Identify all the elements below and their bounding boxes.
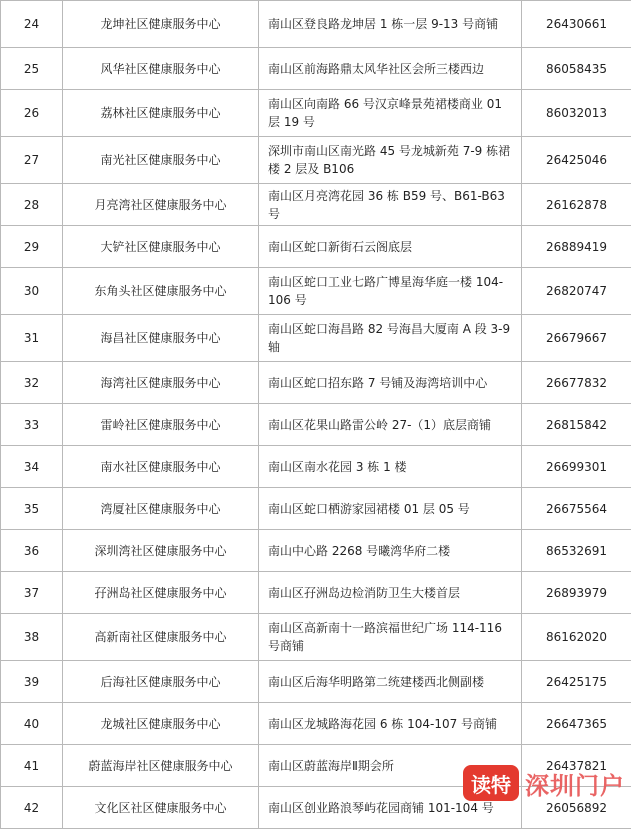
- table-row: [1, 315, 631, 362]
- table-row: [1, 362, 631, 404]
- center-address: 南山区龙城路海花园 6 栋 104-107 号商铺: [259, 703, 522, 745]
- center-address: 南山区南水花园 3 栋 1 楼: [259, 446, 522, 488]
- center-name: 文化区社区健康服务中心: [63, 787, 259, 829]
- center-name: 后海社区健康服务中心: [63, 661, 259, 703]
- row-number: 38: [1, 614, 63, 661]
- table-row: [1, 1, 631, 48]
- center-name: 海昌社区健康服务中心: [63, 315, 259, 362]
- center-name: 月亮湾社区健康服务中心: [63, 184, 259, 226]
- center-name: 蔚蓝海岸社区健康服务中心: [63, 745, 259, 787]
- center-phone: 26820747: [522, 268, 631, 315]
- table-row: [1, 90, 631, 137]
- center-address: 南山区前海路鼎太风华社区会所三楼西边: [259, 48, 522, 90]
- watermark-text: 深圳门户: [525, 771, 625, 800]
- center-name: 湾厦社区健康服务中心: [63, 488, 259, 530]
- center-phone: 26815842: [522, 404, 631, 446]
- center-name: 深圳湾社区健康服务中心: [63, 530, 259, 572]
- row-number: 30: [1, 268, 63, 315]
- center-phone: 26889419: [522, 226, 631, 268]
- table-row: [1, 488, 631, 530]
- center-name: 雷岭社区健康服务中心: [63, 404, 259, 446]
- center-phone: 26425046: [522, 137, 631, 184]
- center-address: 南山区蛇口栖游家园裙楼 01 层 05 号: [259, 488, 522, 530]
- center-address: 南山区蛇口新街石云阁底层: [259, 226, 522, 268]
- row-number: 24: [1, 1, 63, 48]
- center-address: 南山区创业路浪琴屿花园商铺 101-104 号: [259, 787, 522, 829]
- center-address: 深圳市南山区南光路 45 号龙城新苑 7-9 栋裙楼 2 层及 B106: [259, 137, 522, 184]
- table-row: [1, 572, 631, 614]
- center-address: 南山区后海华明路第二统建楼西北侧副楼: [259, 661, 522, 703]
- row-number: 25: [1, 48, 63, 90]
- row-number: 27: [1, 137, 63, 184]
- row-number: 36: [1, 530, 63, 572]
- table-row: [1, 137, 631, 184]
- center-phone: 26679667: [522, 315, 631, 362]
- row-number: 31: [1, 315, 63, 362]
- center-phone: 26647365: [522, 703, 631, 745]
- center-name: 高新南社区健康服务中心: [63, 614, 259, 661]
- center-phone: 86532691: [522, 530, 631, 572]
- center-phone: 26677832: [522, 362, 631, 404]
- table-row: [1, 530, 631, 572]
- center-name: 孖洲岛社区健康服务中心: [63, 572, 259, 614]
- row-number: 26: [1, 90, 63, 137]
- center-phone: 26675564: [522, 488, 631, 530]
- center-phone: 26893979: [522, 572, 631, 614]
- center-address: 南山区蔚蓝海岸Ⅱ期会所: [259, 745, 522, 787]
- row-number: 29: [1, 226, 63, 268]
- table-row: [1, 661, 631, 703]
- center-address: 南山区蛇口海昌路 82 号海昌大厦南 A 段 3-9 轴: [259, 315, 522, 362]
- watermark-logo: [463, 765, 625, 801]
- table-row: [1, 268, 631, 315]
- center-phone: 86032013: [522, 90, 631, 137]
- row-number: 28: [1, 184, 63, 226]
- center-name: 大铲社区健康服务中心: [63, 226, 259, 268]
- row-number: 40: [1, 703, 63, 745]
- center-name: 荔林社区健康服务中心: [63, 90, 259, 137]
- table-row: [1, 184, 631, 226]
- center-address: 南山中心路 2268 号曦湾华府二楼: [259, 530, 522, 572]
- table-row: [1, 226, 631, 268]
- row-number: 41: [1, 745, 63, 787]
- row-number: 35: [1, 488, 63, 530]
- center-phone: 26699301: [522, 446, 631, 488]
- center-phone: 26430661: [522, 1, 631, 48]
- center-address: 南山区蛇口工业七路广博星海华庭一楼 104-106 号: [259, 268, 522, 315]
- center-name: 龙坤社区健康服务中心: [63, 1, 259, 48]
- row-number: 33: [1, 404, 63, 446]
- table-row: [1, 614, 631, 661]
- center-phone: 26437821: [522, 745, 631, 787]
- table-row: [1, 446, 631, 488]
- center-address: 南山区登良路龙坤居 1 栋一层 9-13 号商铺: [259, 1, 522, 48]
- center-phone: 86058435: [522, 48, 631, 90]
- row-number: 39: [1, 661, 63, 703]
- center-address: 南山区月亮湾花园 36 栋 B59 号、B61-B63 号: [259, 184, 522, 226]
- table-row: [1, 703, 631, 745]
- center-name: 风华社区健康服务中心: [63, 48, 259, 90]
- watermark-badge: 读特: [463, 765, 519, 801]
- row-number: 42: [1, 787, 63, 829]
- center-phone: 26162878: [522, 184, 631, 226]
- center-name: 龙城社区健康服务中心: [63, 703, 259, 745]
- center-phone: 26425175: [522, 661, 631, 703]
- row-number: 37: [1, 572, 63, 614]
- center-phone: 26056892: [522, 787, 631, 829]
- center-address: 南山区花果山路雷公岭 27-（1）底层商铺: [259, 404, 522, 446]
- table-row: [1, 48, 631, 90]
- center-address: 南山区向南路 66 号汉京峰景苑裙楼商业 01 层 19 号: [259, 90, 522, 137]
- center-name: 南水社区健康服务中心: [63, 446, 259, 488]
- center-name: 海湾社区健康服务中心: [63, 362, 259, 404]
- center-address: 南山区高新南十一路滨福世纪广场 114-116 号商铺: [259, 614, 522, 661]
- center-name: 东角头社区健康服务中心: [63, 268, 259, 315]
- center-phone: 86162020: [522, 614, 631, 661]
- row-number: 34: [1, 446, 63, 488]
- center-name: 南光社区健康服务中心: [63, 137, 259, 184]
- row-number: 32: [1, 362, 63, 404]
- table-row: [1, 404, 631, 446]
- center-address: 南山区孖洲岛边检消防卫生大楼首层: [259, 572, 522, 614]
- center-address: 南山区蛇口招东路 7 号铺及海湾培训中心: [259, 362, 522, 404]
